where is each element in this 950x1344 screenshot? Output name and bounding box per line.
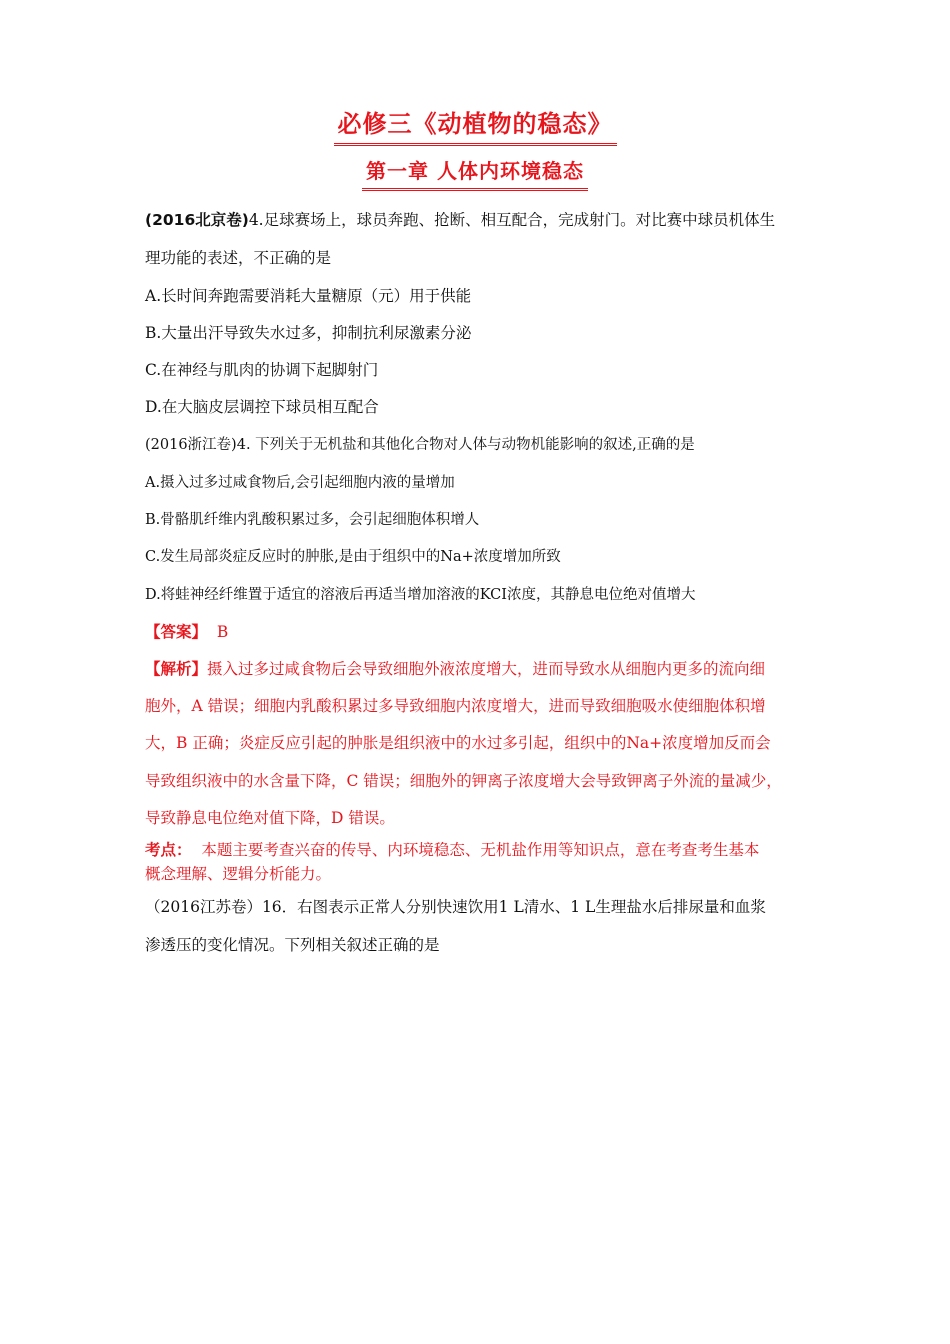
q1-stem-line2: 理功能的表述，不正确的是: [145, 249, 332, 267]
q2-option-a: A.摄入过多过咸食物后,会引起细胞内液的量增加: [145, 475, 455, 491]
chapter-heading: [0, 155, 950, 191]
q1-option-d: D.在大脑皮层调控下球员相互配合: [145, 398, 379, 416]
q1-option-c: C.在神经与肌肉的协调下起脚射门: [145, 361, 379, 379]
q3-stem-line2: 渗透压的变化情况。下列相关叙述正确的是: [145, 936, 440, 954]
q2-analysis-line5: 导致静息电位绝对值下降，D 错误。: [145, 809, 395, 827]
q1-option-b: B.大量出汗导致失水过多，抑制抗利尿激素分泌: [145, 324, 472, 342]
q2-option-c: C.发生局部炎症反应时的肿胀,是由于组织中的Na+浓度增加所致: [145, 549, 561, 565]
title-text: 必修三《动植物的稳态》: [334, 104, 617, 146]
q1-source: (2016北京卷): [145, 211, 249, 229]
document-title: [0, 104, 950, 146]
q1-option-a: A.长时间奔跑需要消耗大量糖原（元）用于供能: [145, 287, 472, 305]
answer-label: 【答案】: [145, 623, 208, 641]
q1-stem-text1: 4.足球赛场上，球员奔跑、抢断、相互配合，完成射门。对比赛中球员机体生: [248, 211, 776, 229]
kaodian-label: 考点：: [145, 841, 192, 859]
answer-value: B: [216, 623, 229, 641]
analysis-text1: 摄入过多过咸食物后会导致细胞外液浓度增大，进而导致水从细胞内更多的流向细: [207, 660, 766, 678]
q2-analysis-line4: 导致组织液中的水含量下降，C 错误；细胞外的钾离子浓度增大会导致钾离子外流的量减少，: [145, 772, 782, 790]
q2-kaodian-line1: [145, 838, 825, 860]
kaodian-text1: 本题主要考查兴奋的传导、内环境稳态、无机盐作用等知识点，意在考查考生基本: [201, 841, 760, 859]
q2-stem: (2016浙江卷)4. 下列关于无机盐和其他化合物对人体与动物机能影响的叙述,正确的是: [145, 437, 695, 453]
chapter-text: 第一章 人体内环境稳态: [362, 155, 588, 191]
q2-analysis-line2: 胞外，A 错误；细胞内乳酸积累过多导致细胞内浓度增大，进而导致细胞吸水使细胞体积增: [145, 697, 766, 715]
analysis-label: 【解析】: [145, 660, 208, 678]
q1-stem-line1: [145, 208, 825, 230]
q2-option-b: B.骨骼肌纤维内乳酸积累过多，会引起细胞体积增人: [145, 512, 480, 528]
q2-answer: [145, 620, 825, 642]
q2-option-d: D.将蛙神经纤维置于适宜的溶液后再适当增加溶液的KCI浓度，其静息电位绝对值增大: [145, 587, 696, 603]
q2-analysis-line3: 大，B 正确；炎症反应引起的肿胀是组织液中的水过多引起，组织中的Na+浓度增加反而会: [145, 734, 771, 752]
q2-analysis-line1: [145, 657, 825, 679]
q3-stem-line1: （2016江苏卷）16．右图表示正常人分别快速饮用1 L清水、1 L生理盐水后排尿量和血浆: [145, 898, 766, 916]
q2-kaodian-line2: 概念理解、逻辑分析能力。: [145, 865, 332, 883]
